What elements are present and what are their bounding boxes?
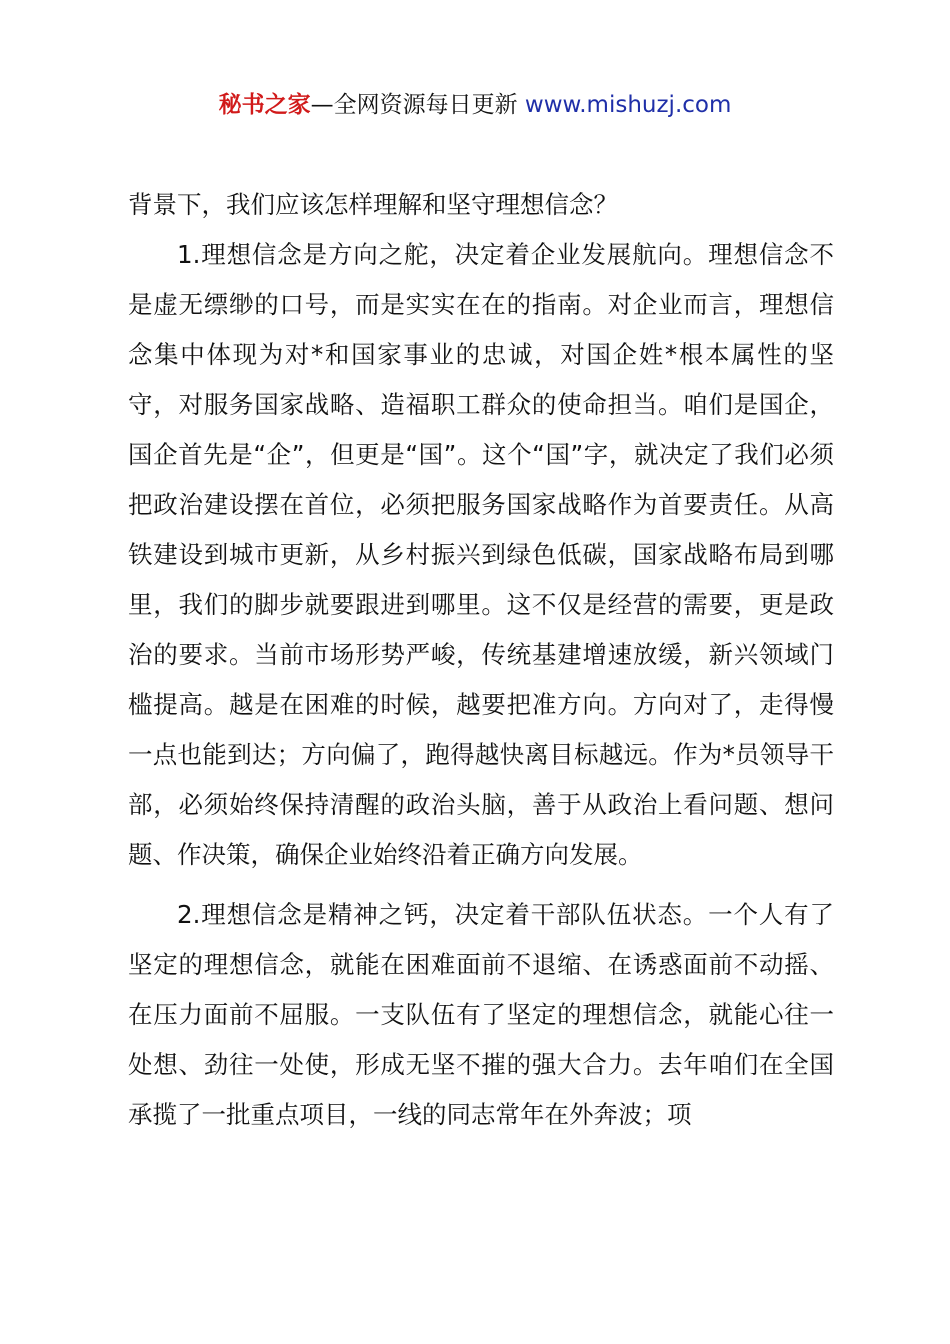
site-url-link[interactable]: www.mishuzj.com [524,92,732,118]
site-tagline: —全网资源每日更新 [310,92,518,118]
paragraph-point-1: 1.理想信念是方向之舵，决定着企业发展航向。理想信念不是虚无缥缈的口号，而是实实在在的指南。对企业而言，理想信念集中体现为对*和国家事业的忠诚，对国企姓*根本属性的坚守，对服务国家战略、造福职工群众的使命担当。咱们是国企，国企首先是“企”，但更是“国”。这个“国”字，就决定了我们必须把政治建设摆在首位，必须把服务国家战略作为首要责任。从高铁建设到城市更新，从乡村振兴到绿色低碳，国家战略布局到哪里，我们的脚步就要跟进到哪里。这不仅是经营的需要，更是政治的要求。当前市场形势严峻，传统基建增速放缓，新兴领域门槛提高。越是在困难的时候，越要把准方向。方向对了，走得慢一点也能到达；方向偏了，跑得越快离目标越远。作为*员领导干部，必须始终保持清醒的政治头脑，善于从政治上看问题、想问题、作决策，确保企业始终沿着正确方向发展。 [128,240,834,869]
document-body [128,180,834,1140]
paragraph-continuation: 背景下，我们应该怎样理解和坚守理想信念？ [128,190,618,219]
site-brand: 秘书之家 [218,92,311,118]
site-header [0,88,950,122]
paragraph-point-2: 2.理想信念是精神之钙，决定着干部队伍状态。一个人有了坚定的理想信念，就能在困难面前不退缩、在诱惑面前不动摇、在压力面前不屈服。一支队伍有了坚定的理想信念，就能心往一处想、劲往一处使，形成无坚不摧的强大合力。去年咱们在全国承揽了一批重点项目，一线的同志常年在外奔波；项 [128,900,834,1129]
